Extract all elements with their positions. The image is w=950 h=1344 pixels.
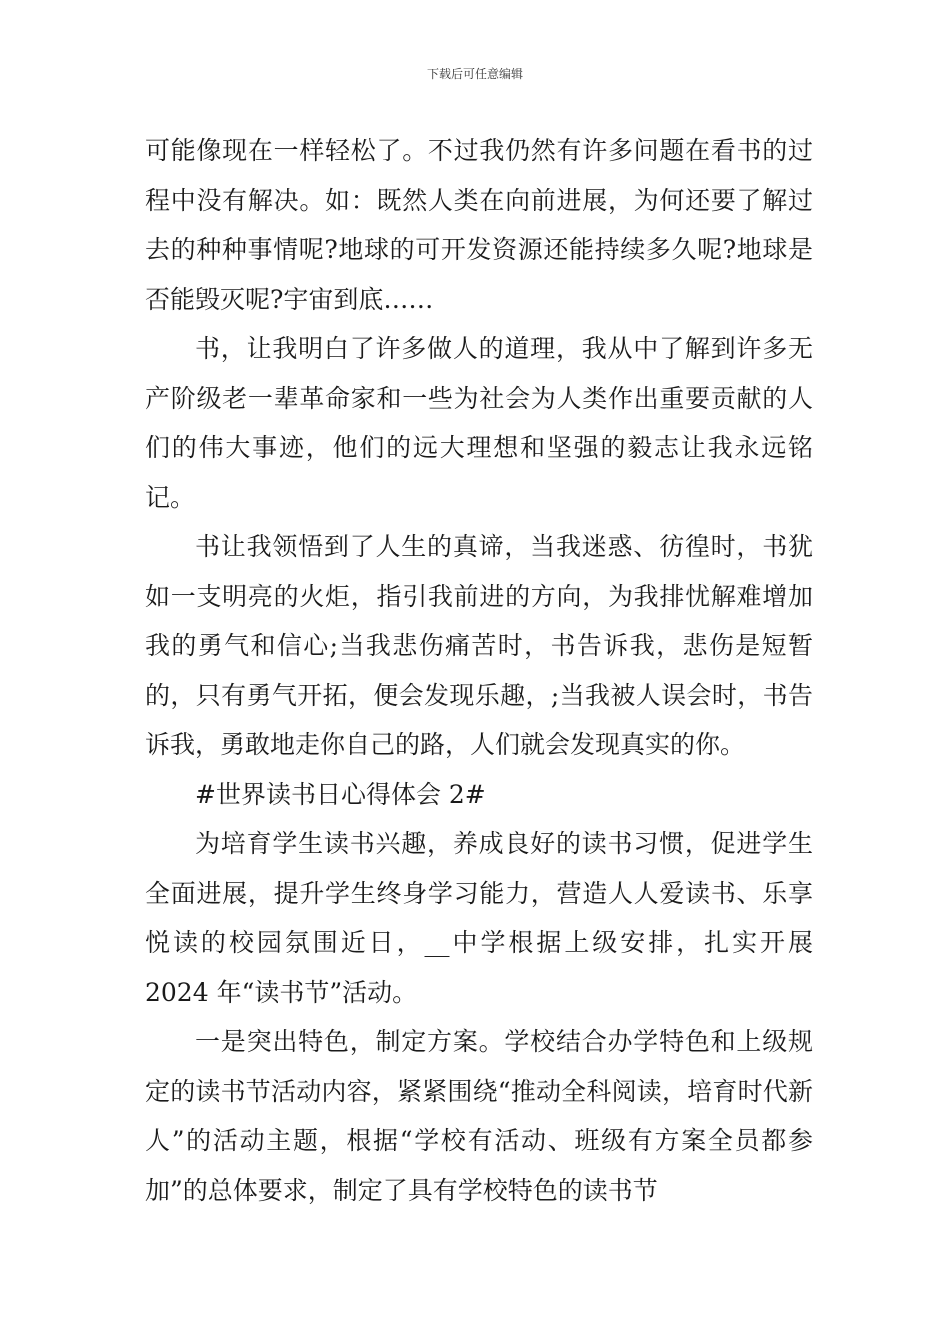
section-heading: #世界读书日心得体会 2# (195, 779, 486, 809)
paragraph: 一是突出特色，制定方案。学校结合办学特色和上级规定的读书节活动内容，紧紧围绕“推动全科阅读，培育时代新人”的活动主题，根据“学校有活动、班级有方案全员都参加”的总体要求，制定了具有学校特色的读书节 (145, 1027, 813, 1205)
paragraph: 书，让我明白了许多做人的道理，我从中了解到许多无产阶级老一辈革命家和一些为社会为人类作出重要贡献的人们的伟大事迹，他们的远大理想和坚强的毅志让我永远铭记。 (145, 334, 813, 512)
document-body (145, 126, 813, 1215)
paragraph: 为培育学生读书兴趣，养成良好的读书习惯，促进学生全面进展，提升学生终身学习能力，营造人人爱读书、乐享悦读的校园氛围近日，__中学根据上级安排，扎实开展 2024 年“读书节”活动。 (145, 829, 813, 1007)
paragraph-continued: 可能像现在一样轻松了。不过我仍然有许多问题在看书的过程中没有解决。如：既然人类在向前进展，为何还要了解过去的种种事情呢?地球的可开发资源还能持续多久呢?地球是否能毁灭呢?宇宙到底…… (145, 136, 813, 314)
paragraph: 书让我领悟到了人生的真谛，当我迷惑、彷徨时，书犹如一支明亮的火炬，指引我前进的方向，为我排忧解难增加我的勇气和信心;当我悲伤痛苦时，书告诉我，悲伤是短暂的，只有勇气开拓，便会发现乐趣，;当我被人误会时，书告诉我，勇敢地走你自己的路，人们就会发现真实的你。 (145, 532, 813, 759)
page-header-note: 下载后可任意编辑 (426, 67, 523, 81)
